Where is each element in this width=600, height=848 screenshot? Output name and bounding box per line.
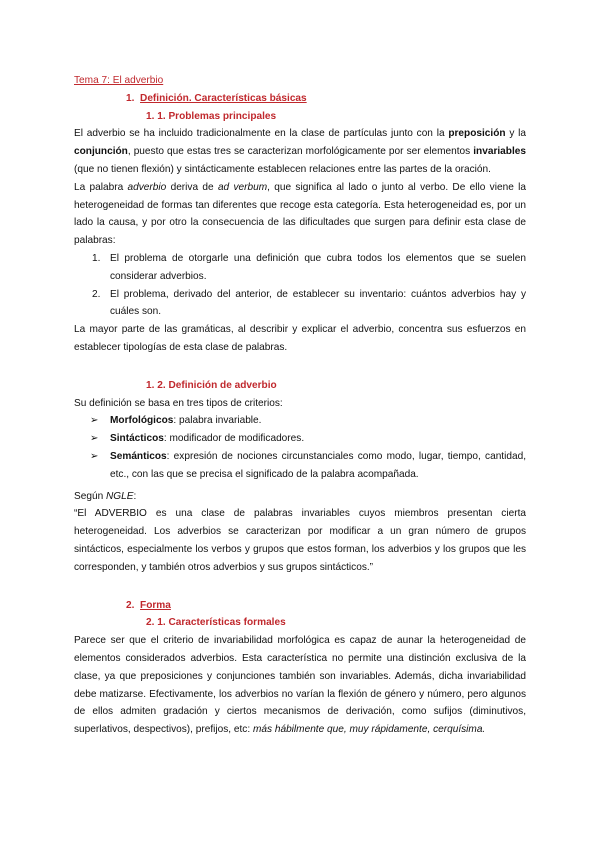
section-1-number: 1. — [126, 92, 135, 104]
paragraph-etymology: La palabra adverbio deriva de ad verbum, que significa al lado o junto al verbo. De ello viene la heterogeneidad de formas tan diferentes que recoge esta categoría. Esta heterogeneidad es, por un lado la causa, y por otro la consecuencia de las dificultades que surgen para definir esta clase de palabras: — [74, 181, 526, 247]
bullet-item: ➢ Morfológicos: palabra invariable. — [74, 412, 526, 430]
term-invariables: invariables — [473, 146, 526, 158]
section-2-number: 2. — [126, 599, 135, 611]
term-ad-verbum: ad verbum — [217, 181, 268, 193]
section-2-heading — [74, 597, 526, 615]
arrowhead-icon: ➢ — [90, 450, 99, 462]
paragraph-grammars: La mayor parte de las gramáticas, al describir y explicar el adverbio, concentra sus esfuerzos en establecer tipologías de esta clase de palabras. — [74, 324, 526, 353]
source-line: Según NGLE: — [74, 490, 137, 502]
bullet-item: ➢ Sintácticos: modificador de modificadores. — [74, 430, 526, 448]
examples: más hábilmente que, muy rápidamente, cerquísima. — [252, 724, 486, 736]
paragraph-particles: El adverbio se ha incluido tradicionalmente en la clase de partículas junto con la preposición y la conjunción, puesto que estas tres se caracterizan morfológicamente por ser elementos invariables (que no tienen flexión) y sintácticamente establecen relaciones entre las partes de la oración. — [74, 128, 526, 175]
subsection-1-1-heading: 1. 1. Problemas principales — [146, 110, 277, 122]
bullet-item: ➢ Semánticos: expresión de nociones circunstanciales como modo, lugar, tiempo, cantidad, etc., con las que se precisa el significado de la palabra acompañada. — [74, 448, 526, 484]
list-item: 1. El problema de otorgarle una definición que cubra todos los elementos que se suelen considerar adverbios. — [92, 252, 526, 282]
term-conjuncion: conjunción — [74, 146, 128, 158]
section-1-title: Definición. Características básicas — [140, 92, 307, 104]
topic-title: Tema 7: El adverbio — [74, 75, 164, 86]
list-item: 2. El problema, derivado del anterior, de establecer su inventario: cuántos adverbios hay y cuáles son. — [92, 288, 526, 318]
arrowhead-icon: ➢ — [90, 433, 99, 445]
section-1-heading — [74, 90, 526, 108]
section-2-title: Forma — [140, 599, 171, 611]
paragraph-criteria-intro: Su definición se basa en tres tipos de criterios: — [74, 397, 283, 409]
arrowhead-icon: ➢ — [90, 415, 99, 427]
document-body — [74, 72, 526, 739]
subsection-1-2-heading: 1. 2. Definición de adverbio — [146, 379, 277, 391]
term-adverbio: adverbio — [127, 181, 167, 193]
paragraph-invariability: Parece ser que el criterio de invariabilidad morfológica es capaz de aunar la heterogeneidad de elementos considerados adverbios. Esta característica no permite una distinción exclusiva de la clase, ya que preposiciones y conjunciones también son invariables. Además, dicha invariabilidad debe matizarse. Efectivamente, los adverbios no varían la flexión de género y número, pero algunos de ellos admiten gradación y ciertos mecanismos de derivación, como sufijos (diminutivos, superlativos, despectivos), prefijos, etc: más hábilmente que, muy rápidamente, cerquísima. — [74, 635, 526, 736]
subsection-2-1-heading: 2. 1. Características formales — [146, 617, 286, 629]
ngle-quote: “El ADVERBIO es una clase de palabras invariables cuyos miembros presentan cierta heterogeneidad. Los adverbios se caracterizan por modificar a un gran número de grupos sintácticos, especialmente los verbos y grupos que estos forman, los adverbios y los grupos que les corresponden, y también otros adverbios y sus grupos sintácticos.” — [74, 508, 526, 573]
term-preposicion: preposición — [448, 128, 506, 140]
